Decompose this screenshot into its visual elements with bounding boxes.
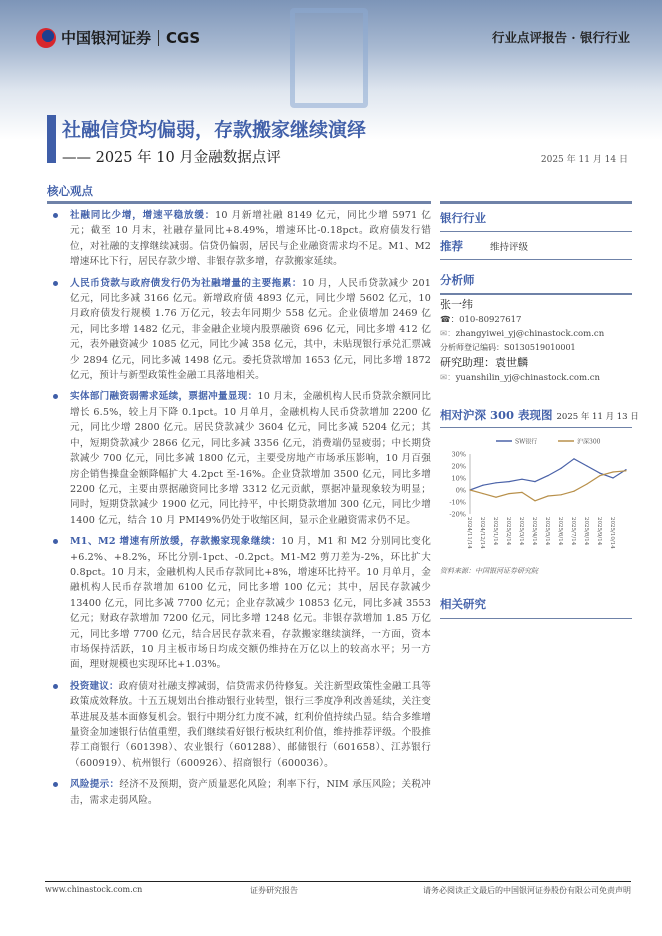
- email-icon: ✉：: [440, 329, 456, 339]
- related-heading: 相关研究: [440, 597, 486, 611]
- x-tick-label: 2025/9/14: [596, 517, 602, 546]
- point-body: 政府债对社融支撑减弱，信贷需求仍待修复。关注新型政策性金融工具等政策成效释放。十五五规划出台推动银行业转型，银行三季度净利改善延续，关注变革进展及基本面修复机会。银行中期分红力度不减，红利价值持续凸显。结合多维增量资金加速银行估值重塑，我们继续看好银行板块红利价值，维持推荐评级。个股推荐工商银行（601398）、农业银行（601288）、邮储银行（601658）、江苏银行（600919）、杭州银行（600926）、招商银行（600036）。: [70, 680, 431, 769]
- analyst-name: 张一纬: [440, 298, 473, 311]
- data-point: [599, 473, 600, 474]
- data-point: [625, 470, 626, 471]
- data-point: [586, 465, 587, 466]
- analyst-reg-no: 分析师登记编码：S0130519010001: [440, 343, 576, 352]
- data-point: [521, 492, 522, 493]
- analyst-phone: 010-80927617: [459, 315, 522, 325]
- y-tick-label: 20%: [451, 462, 466, 471]
- data-point: [482, 493, 483, 494]
- data-point: [482, 485, 483, 486]
- data-point: [560, 494, 561, 495]
- rating-value: 维持评级: [490, 241, 529, 253]
- data-point: [547, 495, 548, 496]
- point-heading: 实体部门融资弱需求延续，票据冲量显现：: [70, 391, 258, 403]
- chart-source: 资料来源：中国银河证券研究院: [440, 567, 538, 575]
- footer-url[interactable]: www.chinastock.com.cn: [45, 885, 143, 894]
- point-body: 10 月末，金融机构人民币贷款余额同比增长 6.5%，较上月下降 0.1pct。10 月单月，金融机构人民币贷款增加 2200 亿元，同比少增 2800 亿元。居民贷款减少 3604 亿元，同比多减 5204 亿元；其中，短期贷款减少 2866 亿元，同比多减 3356 亿元，消费端仍显疲弱；中长期贷款减少 700 亿元，同比多减 1800 亿元，主要受房地产市场承压影响，10 月百强房企销售操盘金额降幅扩大 4.2pct 至-16%。企业贷款增加 3500 亿元，同比多增 2200 亿元，主要由票据融资同比多增 3312 亿元贡献，票据冲量现象较为明显；同时，短期贷款减少 1900 亿元，同比持平，中长期贷款增加 300 亿元，同比少增 1400 亿元，结合 10 月 PMI49%仍处于收缩区间，显示企业融资需求仍不足。: [70, 391, 431, 526]
- point-heading: 社融同比少增，增速平稳放缓：: [70, 210, 216, 221]
- core-point: [47, 534, 431, 673]
- data-point: [573, 491, 574, 492]
- x-tick-label: 2025/6/14: [557, 517, 563, 546]
- performance-chart: [440, 434, 632, 554]
- brand-name: 中国银河证券: [61, 29, 152, 47]
- x-tick-label: 2025/5/14: [544, 517, 550, 546]
- report-subtitle: —— 2025 年 10 月金融数据点评: [62, 150, 281, 166]
- data-point: [573, 458, 574, 459]
- x-tick-label: 2024/12/14: [479, 517, 485, 549]
- data-point: [495, 497, 496, 498]
- x-tick-label: 2025/2/14: [505, 517, 511, 546]
- x-tick-label: 2025/7/14: [570, 517, 576, 546]
- footer-divider: [45, 881, 631, 882]
- analyst-heading: 分析师: [440, 272, 475, 287]
- data-point: [534, 500, 535, 501]
- y-tick-label: -10%: [449, 498, 466, 507]
- y-tick-label: 30%: [451, 450, 466, 459]
- data-point: [625, 469, 626, 470]
- point-body: 经济不及预期，资产质量恶化风险；利率下行，NIM 承压风险；关税冲击，需求走弱风险。: [70, 779, 431, 806]
- title-accent: [47, 115, 56, 163]
- email-icon: ✉：: [440, 373, 456, 383]
- rating-label: 推荐: [440, 238, 463, 253]
- y-tick-label: 10%: [451, 474, 466, 483]
- core-point: [47, 389, 431, 528]
- data-point: [508, 481, 509, 482]
- report-date: 2025 年 11 月 14 日: [540, 155, 628, 165]
- industry-label: 银行行业: [440, 210, 486, 225]
- core-point: [47, 679, 431, 771]
- report-title: 社融信贷均偏弱，存款搬家继续演绎: [62, 119, 367, 141]
- data-point: [560, 468, 561, 469]
- legend-label: 沪深300: [577, 438, 601, 446]
- point-body: 10 月，M1 和 M2 分别同比变化+6.2%、+8.2%，环比分别-1pct、-0.2pct。M1-M2 剪刀差为-2%，环比扩大 0.8pct。10 月末，金融机构人民币存款同比+8%，增速环比持平。10 月单月，金融机构人民币存款增加 6100 亿元，同比多增 100 亿元；其中，居民存款减少 13400 亿元，同比多减 7700 亿元；企业存款减少 10853 亿元，同比多减 3553 亿元；财政存款增加 7200 亿元，同比多增 1248 亿元。非银存款增加 1.85 万亿元，同比多增 7700 亿元，结合居民存款来看，存款搬家继续演绎，一方面，资本市场保持活跃，10 月主板市场日均成交额仍维持在万亿以上的较高水平；另一方面，理财规模也实现环比+1.03%。: [70, 536, 431, 671]
- phone-icon: ☎：: [440, 315, 460, 325]
- data-point: [469, 489, 470, 490]
- core-points: [47, 208, 431, 876]
- footer-disclaimer: 请务必阅读正文最后的中国银河证券股份有限公司免责声明: [423, 886, 631, 895]
- brand-logo: [36, 27, 200, 48]
- x-tick-label: 2025/10/14: [609, 517, 615, 549]
- point-heading: 投资建议：: [70, 680, 119, 692]
- brand-en: CGS: [166, 28, 201, 47]
- point-heading: M1、M2 增速有所放缓，存款搬家现象继续：: [70, 536, 282, 548]
- point-heading: 人民币贷款与政府债发行仍为社融增量的主要拖累：: [70, 277, 302, 289]
- data-point: [508, 493, 509, 494]
- data-point: [534, 481, 535, 482]
- logo-icon: [36, 28, 56, 48]
- report-category: 行业点评报告 · 银行行业: [491, 30, 630, 45]
- assistant-email[interactable]: yuanshilin_yj@chinastock.com.cn: [455, 373, 600, 383]
- y-tick-label: -20%: [449, 510, 466, 519]
- legend-label: SW银行: [515, 438, 538, 446]
- data-point: [612, 471, 613, 472]
- core-point: [47, 208, 431, 270]
- x-tick-label: 2025/8/14: [583, 517, 589, 546]
- chart-title: 相对沪深 300 表现图: [440, 408, 553, 422]
- chart-date: 2025 年 11 月 13 日: [556, 412, 639, 422]
- footer-center: 证券研究报告: [250, 886, 298, 895]
- point-body: 10 月，人民币贷款减少 201 亿元，同比多减 3166 亿元。新增政府债 4893 亿元，同比少增 5602 亿元，10 月政府债发行规模 1.76 万亿元，较去年同期少 558 亿元。企业债增加 2469 亿元，同比多增 1482 亿元，非金融企业境内股票融资 696 亿元，同比多增 412 亿元，表外融资减少 1085 亿元，同比少减 358 亿元，其中，未贴现银行承兑汇票减少 2894 亿元，同比多减 1498 亿元。委托贷款增加 1653 亿元，同比多增 1872 亿元，预计与新型政策性金融工具落地相关。: [70, 277, 431, 382]
- x-tick-label: 2025/4/14: [531, 517, 537, 546]
- core-point: [47, 777, 431, 808]
- point-heading: 风险提示：: [70, 779, 120, 791]
- watermark-logo: [290, 8, 368, 108]
- analyst-email[interactable]: zhangyiwei_yj@chinastock.com.cn: [455, 329, 605, 339]
- data-point: [521, 479, 522, 480]
- core-heading: 核心观点: [47, 184, 93, 198]
- data-point: [495, 482, 496, 483]
- x-tick-label: 2025/1/14: [492, 517, 498, 546]
- x-tick-label: 2025/3/14: [518, 517, 524, 546]
- sidebar: [440, 201, 639, 619]
- data-point: [612, 477, 613, 478]
- point-body: 10 月新增社融 8149 亿元，同比少增 5971 亿元；截至 10 月末，社融存量同比+8.49%，增速环比-0.18pct。政府债发行错位，对社融的支撑继续减弱。信贷仍偏弱，居民与企业融资需求均不足。M1、M2 增速环比下行，居民存款少增、非银存款多增，存款搬家延续。: [70, 210, 431, 268]
- data-point: [586, 483, 587, 484]
- x-tick-label: 2024/11/14: [466, 517, 472, 549]
- data-point: [599, 475, 600, 476]
- assistant-name: 研究助理：袁世麟: [440, 356, 528, 369]
- divider: [47, 201, 431, 204]
- y-tick-label: 0%: [455, 486, 466, 495]
- data-point: [547, 475, 548, 476]
- core-point: [47, 276, 431, 384]
